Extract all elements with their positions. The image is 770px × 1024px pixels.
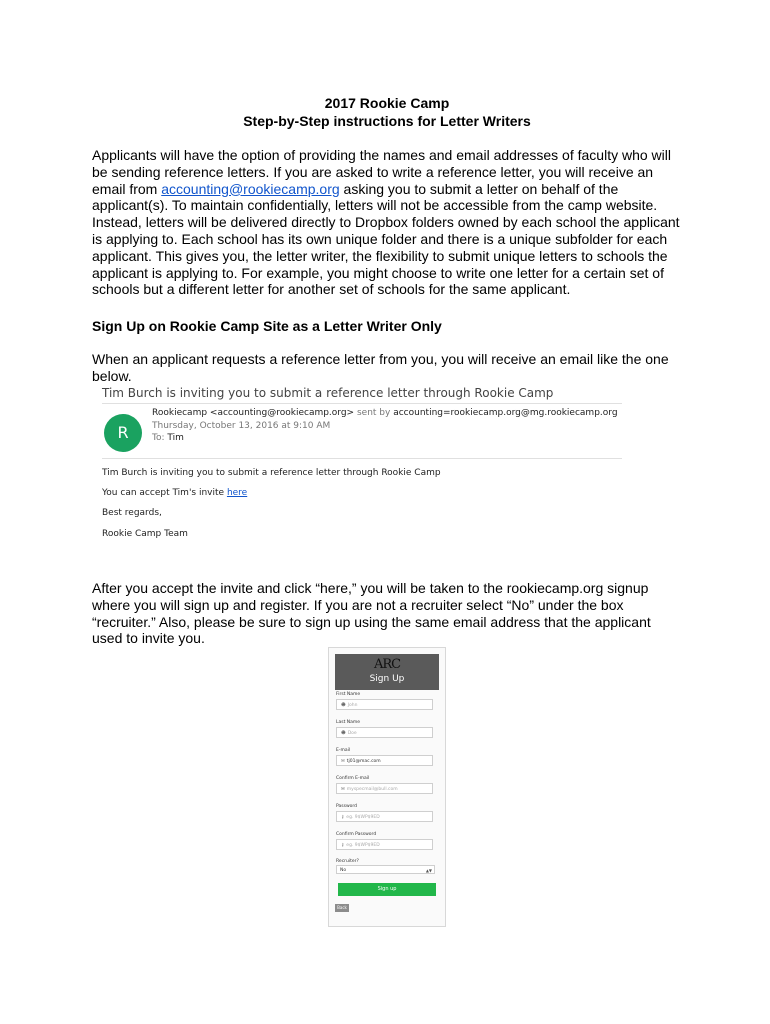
accounting-email-link[interactable]: accounting@rookiecamp.org	[161, 180, 340, 197]
arc-logo: ARC	[373, 657, 401, 672]
email-body-line: Tim Burch is inviting you to submit a reference letter through Rookie Camp	[102, 468, 441, 478]
email-date: Thursday, October 13, 2016 at 9:10 AM	[152, 421, 331, 431]
signup-button[interactable]: Sign up	[338, 883, 436, 896]
recruiter-label: Recruiter?	[336, 859, 359, 864]
email-sent-by-address: accounting=rookiecamp.org@mg.rookiecamp.org	[393, 408, 618, 418]
signup-header	[335, 654, 439, 690]
intro-text-after: asking you to submit a letter on behalf of the applicant(s). To maintain confidentially, letters will not be accessible from the camp website. Instead, letters will be delivered directly to Dropbox folders owned by each school the applicant is applying to. Each school has its own unique folder and there is a unique subfolder for each applicant. This gives you, the letter writer, the flexibility to submit unique letters to schools the applicant is applying to. For example, you might choose to write one letter for a certain set of schools but a different letter for another set of schools for the same applicant.	[92, 180, 680, 298]
confirm-password-label: Confirm Password	[336, 832, 377, 837]
email-body-line: Best regards,	[102, 508, 162, 518]
signup-form-screenshot	[328, 647, 446, 927]
section-heading: Sign Up on Rookie Camp Site as a Letter Writer Only	[92, 318, 442, 334]
first-name-label: First Name	[336, 692, 361, 697]
email-to-label: To:	[152, 433, 165, 443]
recruiter-value: No	[340, 868, 347, 873]
email-to	[152, 433, 184, 443]
email-intro-paragraph: When an applicant requests a reference letter from you, you will receive an email like the one below.	[92, 351, 669, 384]
intro-paragraph	[92, 147, 682, 298]
last-name-label: Last Name	[336, 720, 361, 725]
email-body-line	[102, 488, 247, 498]
key-icon: ⚷	[341, 815, 345, 820]
email-value: tj01@mac.com	[346, 759, 381, 764]
sender-avatar: R	[104, 414, 142, 452]
first-name-input[interactable]	[336, 699, 433, 710]
password-label: Password	[336, 804, 358, 809]
password-placeholder: eg. 9$WP$9ED	[346, 815, 380, 820]
email-sent-by-label: sent by	[356, 408, 391, 418]
confirm-password-placeholder: eg. 9$WP$9ED	[346, 843, 380, 848]
email-divider	[102, 403, 622, 404]
chevron-down-icon: ▲▼	[425, 868, 432, 873]
intro-text-before: Applicants will have the option of providing the names and email addresses of faculty who will be sending reference letters. If you are asked to write a reference letter, you will receive an email from	[92, 147, 671, 197]
after-invite-paragraph: After you accept the invite and click “here,” you will be taken to the rookiecamp.org signup where you will sign up and register. If you are not a recruiter select “No” under the box “recruiter.” Also, please be sure to sign up using the same email address that the applicant used to invite you.	[92, 580, 651, 647]
user-icon: ☻	[341, 703, 346, 708]
email-body-line: Rookie Camp Team	[102, 529, 188, 539]
email-subject: Tim Burch is inviting you to submit a reference letter through Rookie Camp	[102, 386, 554, 400]
confirm-email-placeholder: myspecmail@bull.com	[346, 787, 398, 792]
document-title: 2017 Rookie Camp	[324, 95, 450, 111]
password-input[interactable]	[336, 811, 433, 822]
confirm-email-label: Confirm E-mail	[336, 776, 370, 781]
email-body-text: You can accept Tim's invite	[102, 488, 227, 498]
email-to-name: Tim	[167, 433, 184, 443]
envelope-icon: ✉	[341, 759, 345, 764]
document-subtitle: Step-by-Step instructions for Letter Writers	[243, 113, 531, 129]
email-header-divider	[102, 458, 622, 459]
last-name-placeholder: Doe	[347, 731, 357, 736]
email-from	[152, 408, 618, 418]
accept-invite-link[interactable]: here	[226, 488, 248, 498]
email-input[interactable]	[336, 755, 433, 766]
first-name-placeholder: John	[347, 703, 358, 708]
signup-title: Sign Up	[369, 674, 405, 684]
user-icon: ☻	[341, 731, 346, 736]
recruiter-select[interactable]	[336, 865, 435, 874]
confirm-password-input[interactable]	[336, 839, 433, 850]
back-button[interactable]: Back	[335, 904, 349, 912]
key-icon: ⚷	[341, 843, 345, 848]
last-name-input[interactable]	[336, 727, 433, 738]
confirm-email-input[interactable]	[336, 783, 433, 794]
email-label: E-mail	[336, 748, 351, 753]
email-screenshot	[92, 384, 622, 554]
email-from-address: Rookiecamp <accounting@rookiecamp.org>	[152, 408, 355, 418]
envelope-icon: ✉	[341, 787, 345, 792]
